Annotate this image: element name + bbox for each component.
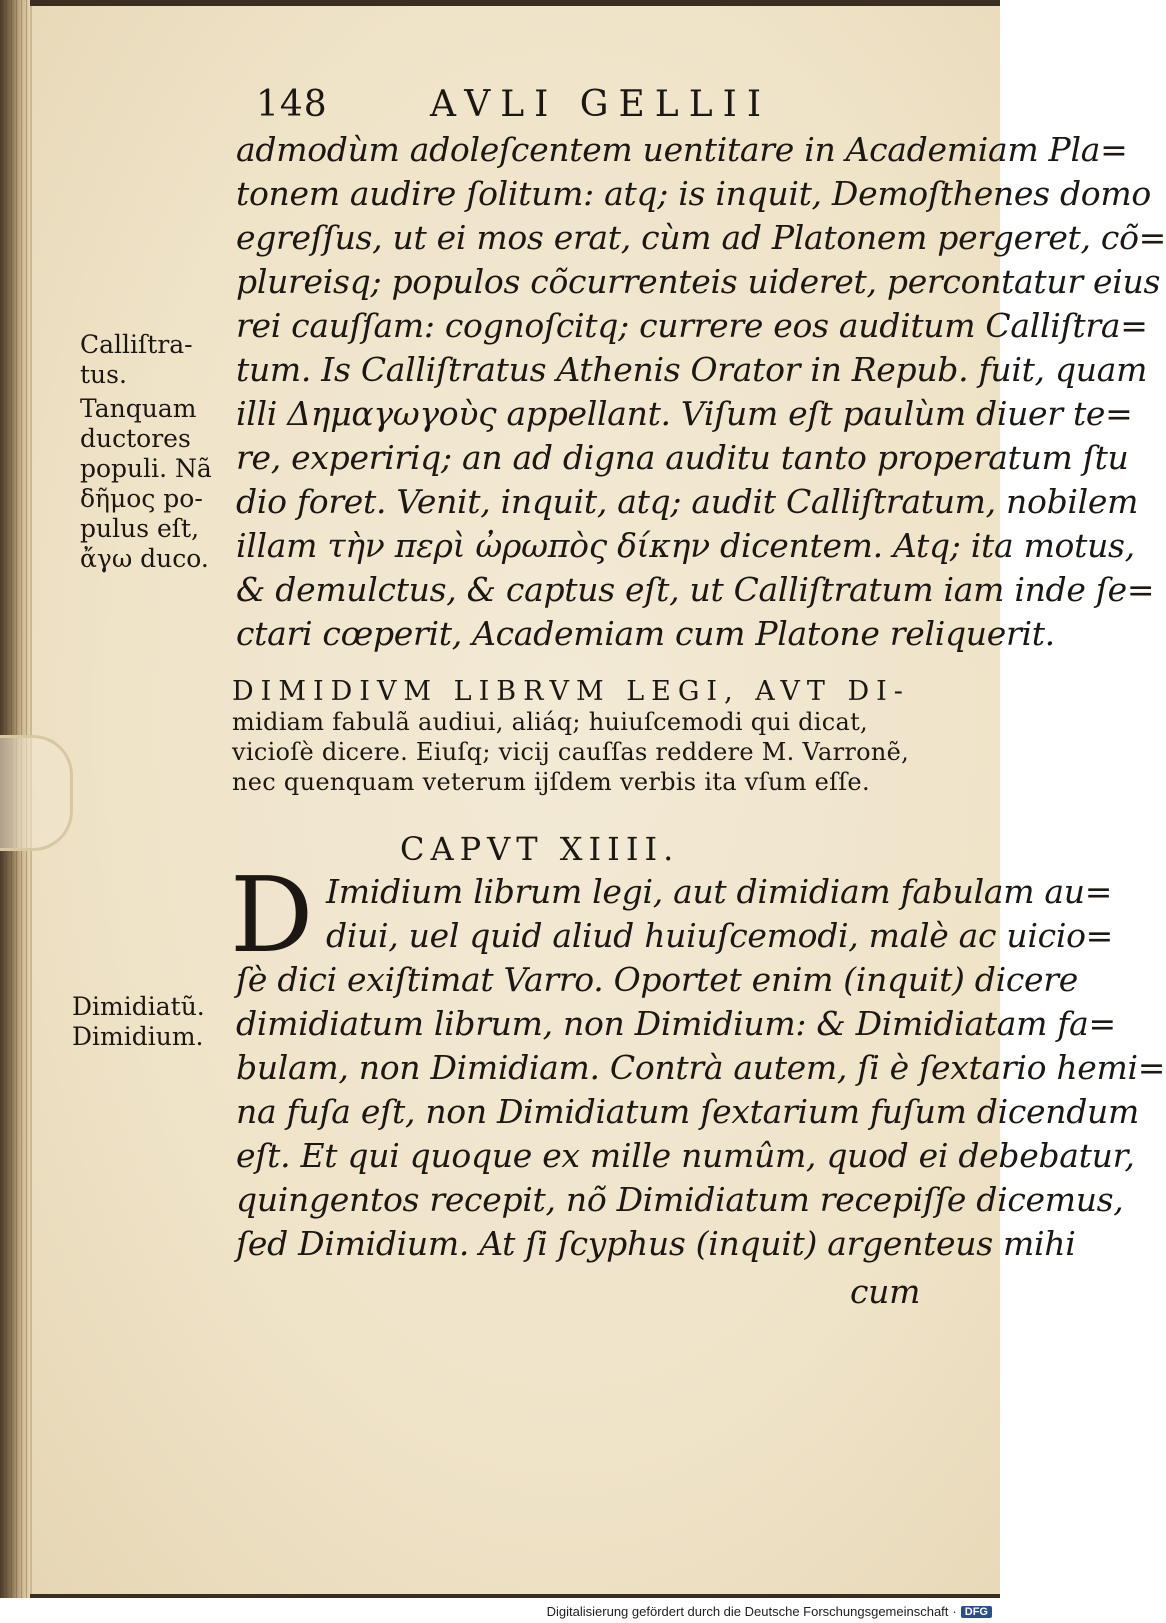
text-line: ſè dici exiſtimat Varro. Oportet enim (inquit) dicere	[236, 960, 1078, 999]
rubric-line: midiam fabulã audiui, aliáq; huiuſcemodi qui dicat,	[232, 708, 868, 736]
text-line: rei cauſſam: cognoſcitq; currere eos auditum Calliſtra=	[236, 306, 1148, 345]
margin-note: ἄγω duco.	[80, 544, 209, 573]
margin-note: ductores	[80, 424, 191, 453]
text-line: illam τὴν περὶ ὠρωπὸς δίκην dicentem. Atq; ita motus,	[236, 526, 1135, 565]
text-line: egreſſus, ut ei mos erat, cùm ad Platonem pergeret, cõ=	[236, 218, 1166, 257]
text-line: quingentos recepit, nõ Dimidiatum recepiſſe dicemus,	[236, 1180, 1124, 1219]
text-line: illi Δημαγωγοὺς appellant. Viſum eſt paulùm diuer te=	[236, 394, 1133, 433]
rubric-line: vicioſè dicere. Eiuſq; vicij cauſſas reddere M. Varronẽ,	[232, 738, 910, 766]
dfg-logo-icon: DFG	[961, 1606, 992, 1618]
margin-note: Calliſtra-	[80, 330, 193, 359]
margin-note: tus.	[80, 360, 127, 389]
text-line: dimidiatum librum, non Dimidium: & Dimidiatam fa=	[236, 1004, 1116, 1043]
margin-note: Dimidium.	[72, 1022, 204, 1051]
rubric-line: DIMIDIVM LIBRVM LEGI, AVT DI-	[232, 676, 910, 707]
margin-note: Tanquam	[80, 394, 197, 423]
text-line: Imidium librum legi, aut dimidiam fabulam au=	[326, 872, 1113, 911]
margin-note: pulus eſt,	[80, 514, 200, 543]
chapter-heading: CAPVT XIIII.	[400, 830, 680, 868]
text-line: bulam, non Dimidiam. Contrà autem, ſi è ſextario hemi=	[236, 1048, 1166, 1087]
text-line: tum. Is Calliſtratus Athenis Orator in Repub. fuit, quam	[236, 350, 1148, 389]
margin-note: δῆμος po-	[80, 484, 203, 513]
margin-note: populi. Nã	[80, 454, 212, 483]
text-line: re, expeririq; an ad digna auditu tanto properatum ſtu	[236, 438, 1129, 477]
text-line: dio foret. Venit, inquit, atq; audit Calliſtratum, nobilem	[236, 482, 1139, 521]
catchword: cum	[850, 1272, 921, 1311]
text-line: ctari cœperit, Academiam cum Platone reliquerit.	[236, 614, 1055, 653]
text-line: tonem audire ſolitum: atq; is inquit, Demoſthenes domo	[236, 174, 1151, 213]
text-line: ſed Dimidium. At ſi ſcyphus (inquit) argenteus mihi	[236, 1224, 1076, 1263]
text-line: na fuſa eſt, non Dimidiatum ſextarium fuſum dicendum	[236, 1092, 1140, 1131]
text-line: plureisq; populos cõcurrenteis uideret, percontatur eius	[236, 262, 1161, 301]
rubric-line: nec quenquam veterum ijſdem verbis ita vſum eſſe.	[232, 768, 870, 796]
page-tab-mark	[0, 735, 73, 851]
text-line: & demulctus, & captus eſt, ut Calliſtratum iam inde ſe=	[236, 570, 1155, 609]
page-header	[0, 84, 1000, 130]
digitization-footer: Digitalisierung gefördert durch die Deutsche Forschungsgemeinschaft · DFG	[547, 1604, 992, 1619]
text-line: admodùm adoleſcentem uentitare in Academiam Pla=	[236, 130, 1128, 169]
running-title: AVLI GELLII	[430, 84, 772, 125]
page-number: 148	[256, 84, 328, 125]
footer-credit: Digitalisierung gefördert durch die Deutsche Forschungsgemeinschaft	[546, 1604, 949, 1619]
margin-note: Dimidiatũ.	[72, 992, 205, 1021]
drop-cap: D	[230, 854, 314, 976]
text-line: eſt. Et qui quoque ex mille numûm, quod ei debebatur,	[236, 1136, 1135, 1175]
text-line: diui, uel quid aliud huiuſcemodi, malè ac uicio=	[326, 916, 1113, 955]
